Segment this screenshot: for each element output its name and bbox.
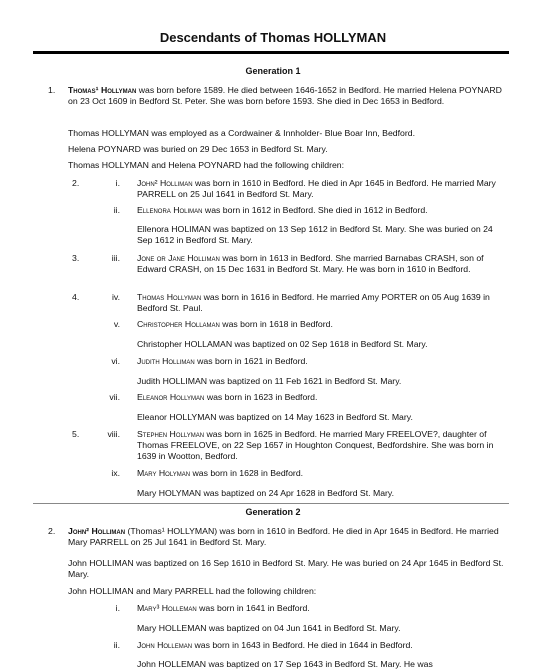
- child-note: Mary HOLYMAN was baptized on 24 Apr 1628 in Bedford St. Mary.: [137, 488, 395, 498]
- child-roman: ii.: [113, 640, 120, 650]
- child-text: was born in 1616 in Bedford. He married Amy PORTER on 05 Aug 1639 in Bedford St. Paul.: [137, 292, 490, 313]
- generation-2-heading: Generation 2: [245, 507, 301, 517]
- child-text: was born in 1612 in Bedford. She died in 1612 in Bedford.: [204, 205, 428, 215]
- child-note: Ellenora HOLIMAN was baptized on 13 Sep 1612 in Bedford St. Mary. She was buried on 24 Sep 1612 in Bedford St. Mary.: [137, 224, 493, 245]
- child-entry: [137, 178, 507, 200]
- children-intro: John HOLLIMAN and Mary PARRELL had the following children:: [68, 586, 317, 596]
- child-roman: iv.: [111, 292, 120, 302]
- child-entry: [137, 292, 507, 314]
- child-name: John Holleman: [137, 640, 193, 650]
- child-text: was born in 1625 in Bedford. He married Mary FREELOVE?, daughter of Thomas FREELOVE, on 22 Sep 1657 in Houghton Conquest, Bedfordshire. She was born in 1639 in Wootton, Bedford.: [137, 429, 494, 461]
- child-text: was born in 1610 in Bedford. He died in Apr 1645 in Bedford. He married Mary PARRELL on 25 Jul 1641 in Bedford St. Mary.: [137, 178, 496, 199]
- child-roman: ii.: [113, 205, 120, 215]
- child-text: was born in 1621 in Bedford.: [197, 356, 308, 366]
- note-text: John HOLLIMAN was baptized on 16 Sep 1610 in Bedford St. Mary. He was buried on 24 Apr 1645 in Bedford St. Mary.: [68, 558, 504, 579]
- child-name: Judith Holliman: [137, 356, 195, 366]
- child-name: Ellenora Holiman: [137, 205, 203, 215]
- person-entry: [68, 85, 506, 107]
- child-name: John² Holliman: [137, 178, 193, 188]
- child-number: 4.: [72, 292, 80, 302]
- child-entry: [137, 640, 507, 651]
- child-roman: iii.: [111, 253, 120, 263]
- child-name: Stephen Hollyman: [137, 429, 205, 439]
- child-note: Eleanor HOLLYMAN was baptized on 14 May 1623 in Bedford St. Mary.: [137, 412, 413, 422]
- generation-divider: [33, 503, 509, 504]
- child-roman: vi.: [111, 356, 120, 366]
- child-roman: v.: [113, 319, 120, 329]
- child-entry: [137, 468, 507, 479]
- person-name: Thomas¹ Hollyman: [68, 85, 137, 95]
- child-note: Christopher HOLLAMAN was baptized on 02 Sep 1618 in Bedford St. Mary.: [137, 339, 428, 349]
- child-number: 5.: [72, 429, 80, 439]
- child-entry: [137, 356, 507, 367]
- child-name: Mary Holyman: [137, 468, 191, 478]
- child-entry: [137, 429, 502, 462]
- person-number: 2.: [48, 526, 56, 536]
- children-intro: Thomas HOLLYMAN and Helena POYNARD had the following children:: [68, 160, 345, 170]
- child-name: Christopher Hollaman: [137, 319, 220, 329]
- child-entry: [137, 603, 507, 614]
- child-roman: i.: [115, 178, 120, 188]
- person-name: John² Holliman: [68, 526, 126, 536]
- child-text: was born in 1641 in Bedford.: [199, 603, 310, 613]
- child-entry: [137, 319, 507, 330]
- child-name: Eleanor Hollyman: [137, 392, 205, 402]
- child-text: was born in 1618 in Bedford.: [222, 319, 333, 329]
- child-text: was born in 1623 in Bedford.: [206, 392, 318, 402]
- child-roman: viii.: [107, 429, 120, 439]
- person-entry: [68, 526, 504, 548]
- child-entry: [137, 205, 507, 216]
- person-number: 1.: [48, 85, 56, 95]
- child-name: Thomas Hollyman: [137, 292, 202, 302]
- child-text: was born in 1613 in Bedford. She married Barnabas CRASH, son of Edward CRASH, on 15 Dec 1631 in Bedford St. Mary. He was born in 1610 in Bedford.: [137, 253, 484, 274]
- child-roman: i.: [115, 603, 120, 613]
- child-number: 3.: [72, 253, 80, 263]
- page-title: Descendants of Thomas HOLLYMAN: [159, 30, 387, 45]
- person-text: (Thomas¹ HOLLYMAN) was born in 1610 in Bedford. He died in Apr 1645 in Bedford. He married Mary PARRELL on 25 Jul 1641 in Bedford St. Mary.: [68, 526, 499, 547]
- title-rule: [33, 51, 509, 54]
- generation-1-heading: Generation 1: [245, 66, 301, 76]
- child-entry: [137, 392, 507, 403]
- child-name: Jone or Jane Holliman: [137, 253, 220, 263]
- child-entry: [137, 253, 509, 275]
- person-text: was born before 1589. He died between 1646-1652 in Bedford. He married Helena POYNARD on 23 Oct 1609 in Bedford St. Peter. She was born before 1593. She died in Dec 1653 in Bedford.: [68, 85, 502, 106]
- note-text: Helena POYNARD was buried on 29 Dec 1653 in Bedford St. Mary.: [68, 144, 328, 154]
- child-text: was born in 1628 in Bedford.: [192, 468, 304, 478]
- child-text: was born in 1643 in Bedford. He died in 1644 in Bedford.: [194, 640, 413, 650]
- child-note: Mary HOLLEMAN was baptized on 04 Jun 1641 in Bedford St. Mary.: [137, 623, 401, 633]
- child-note: John HOLLEMAN was baptized on 17 Sep 1643 in Bedford St. Mary. He was: [137, 659, 433, 669]
- child-roman: ix.: [111, 468, 120, 478]
- child-roman: vii.: [109, 392, 120, 402]
- child-note: Judith HOLLIMAN was baptized on 11 Feb 1621 in Bedford St. Mary.: [137, 376, 402, 386]
- child-number: 2.: [72, 178, 80, 188]
- note-text: Thomas HOLLYMAN was employed as a Cordwainer & Innholder- Blue Boar Inn, Bedford.: [68, 128, 416, 138]
- child-name: Mary³ Holleman: [137, 603, 197, 613]
